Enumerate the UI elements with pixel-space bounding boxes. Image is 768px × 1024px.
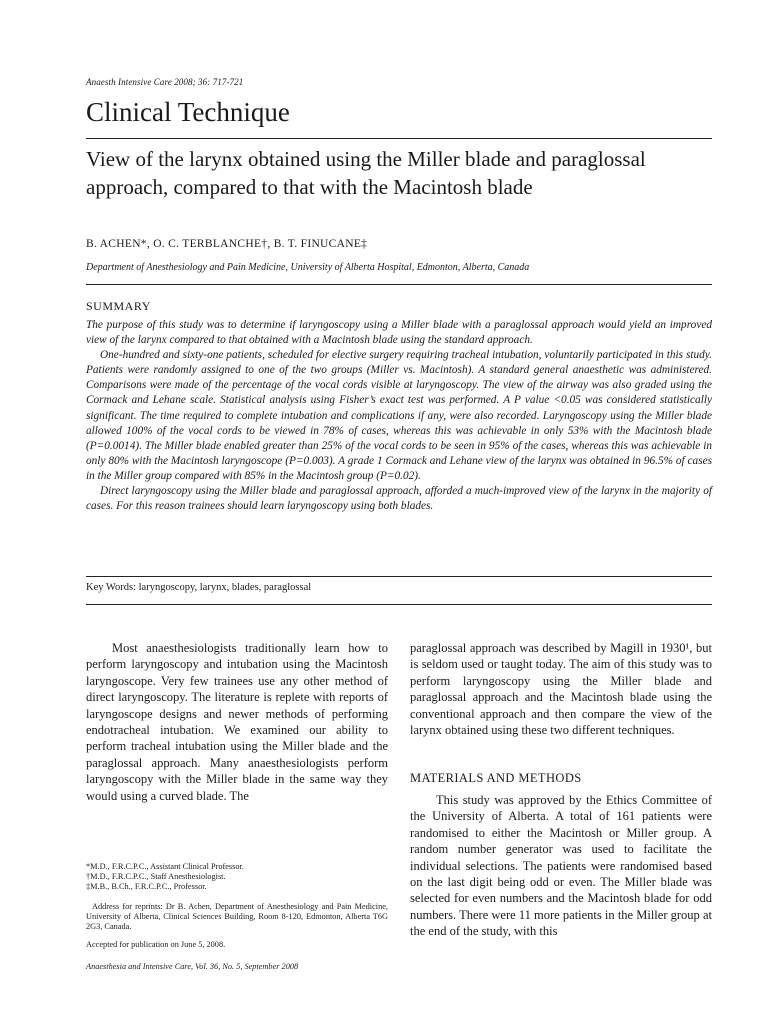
affiliation-rule xyxy=(86,284,712,285)
journal-footer: Anaesthesia and Intensive Care, Vol. 36, No. 5, September 2008 xyxy=(86,962,299,971)
journal-citation: Anaesth Intensive Care 2008; 36: 717-721 xyxy=(86,77,244,87)
author-credentials xyxy=(86,862,388,893)
reprints-text: Address for reprints: Dr B. Achen, Department of Anesthesiology and Pain Medicine, University of Alberta, Clinical Sciences Building, Room 8-120, Edmonton, Alberta T6G 2G3, Canada. xyxy=(86,902,388,932)
acceptance-note: Accepted for publication on June 5, 2008. xyxy=(86,940,226,949)
credential-line: ‡M.B., B.Ch., F.R.C.P.C., Professor. xyxy=(86,882,207,892)
header-rule xyxy=(86,138,712,139)
reprints-address xyxy=(86,902,388,933)
abstract-paragraph: Direct laryngoscopy using the Miller blade and paraglossal approach, afforded a much-improved view of the larynx in the majority of cases. For this reason trainees should learn laryngoscopy using both blades. xyxy=(86,485,712,513)
abstract-paragraph: The purpose of this study was to determine if laryngoscopy using a Miller blade with a paraglossal approach would yield an improved view of the larynx compared to that obtained with a Macintosh blade using the standard approach. xyxy=(86,319,712,347)
keywords-bottom-rule xyxy=(86,604,712,605)
keywords: Key Words: laryngoscopy, larynx, blades, paraglossal xyxy=(86,582,312,593)
methods-paragraph: This study was approved by the Ethics Committee of the University of Alberta. A total of 161 patients were randomised to either the Macintosh or Miller group. A random number generator was used to facilitate the individual selections. The patients were randomised based on the last digit being odd or even. The Miller blade was selected for even numbers and the Macintosh blade for odd numbers. There were 11 more patients in the Miller group at the end of the study, with this xyxy=(410,793,712,939)
summary-heading: SUMMARY xyxy=(86,299,151,313)
abstract xyxy=(86,318,712,514)
article-title: View of the larynx obtained using the Miller blade and paraglossal approach, compared to that with the Macintosh blade xyxy=(86,147,646,199)
author-affiliation: Department of Anesthesiology and Pain Medicine, University of Alberta Hospital, Edmonton, Alberta, Canada xyxy=(86,262,530,273)
intro-continuation: paraglossal approach was described by Magill in 1930¹, but is seldom used or taught today. The aim of this study was to perform laryngoscopy using the Miller blade and paraglossal approach and the Macintosh blade using the conventional approach and then compare the view of the larynx obtained using these two different techniques. xyxy=(410,641,712,738)
author-list: B. ACHEN*, O. C. TERBLANCHE†, B. T. FINUCANE‡ xyxy=(86,238,368,250)
credential-line: *M.D., F.R.C.P.C., Assistant Clinical Professor. xyxy=(86,862,244,871)
credential-line: †M.D., F.R.C.P.C., Staff Anesthesiologist. xyxy=(86,872,226,882)
keywords-top-rule xyxy=(86,576,712,577)
intro-paragraph: Most anaesthesiologists traditionally learn how to perform laryngoscopy and intubation using the Macintosh laryngoscope. Very few trainees use any other method of direct laryngoscopy. The literature is replete with reports of laryngoscope designs and newer methods of performing endotracheal intubation. We examined our ability to perform tracheal intubation using the Miller blade and the paraglossal approach. Many anaesthesiologists perform laryngoscopy with the Miller blade in the same way they would using a curved blade. The xyxy=(86,641,388,803)
methods-column xyxy=(410,792,712,940)
body-column-right xyxy=(410,640,712,738)
body-column-left xyxy=(86,640,388,804)
methods-heading: MATERIALS AND METHODS xyxy=(410,771,582,785)
abstract-paragraph: One-hundred and sixty-one patients, scheduled for elective surgery requiring tracheal intubation, voluntarily participated in this study. Patients were randomly assigned to one of the two groups (Miller vs. Macintosh). A standard general anaesthetic was administered. Comparisons were made of the percentage of the vocal cords visible at laryngoscopy. The view of the airway was also graded using the Cormack and Lehane scale. Statistical analysis using Fisher’s exact test was performed. A P value <0.05 was considered statistically significant. The time required to complete intubation and complications if any, were also recorded. Laryngoscopy using the Miller blade allowed 100% of the vocal cords to be viewed in 78% of cases, whereas this was achievable in only 53% with the Macintosh blade (P=0.0014). The Miller blade enabled greater than 25% of the vocal cords to be seen in 95% of the cases, whereas this was achievable in only 80% with the Macintosh laryngoscope (P=0.003). A grade 1 Cormack and Lehane view of the larynx was obtained in 96.5% of cases in the Miller group compared with 85% in the Macintosh group (P=0.02). xyxy=(86,349,712,482)
section-heading: Clinical Technique xyxy=(86,97,290,127)
